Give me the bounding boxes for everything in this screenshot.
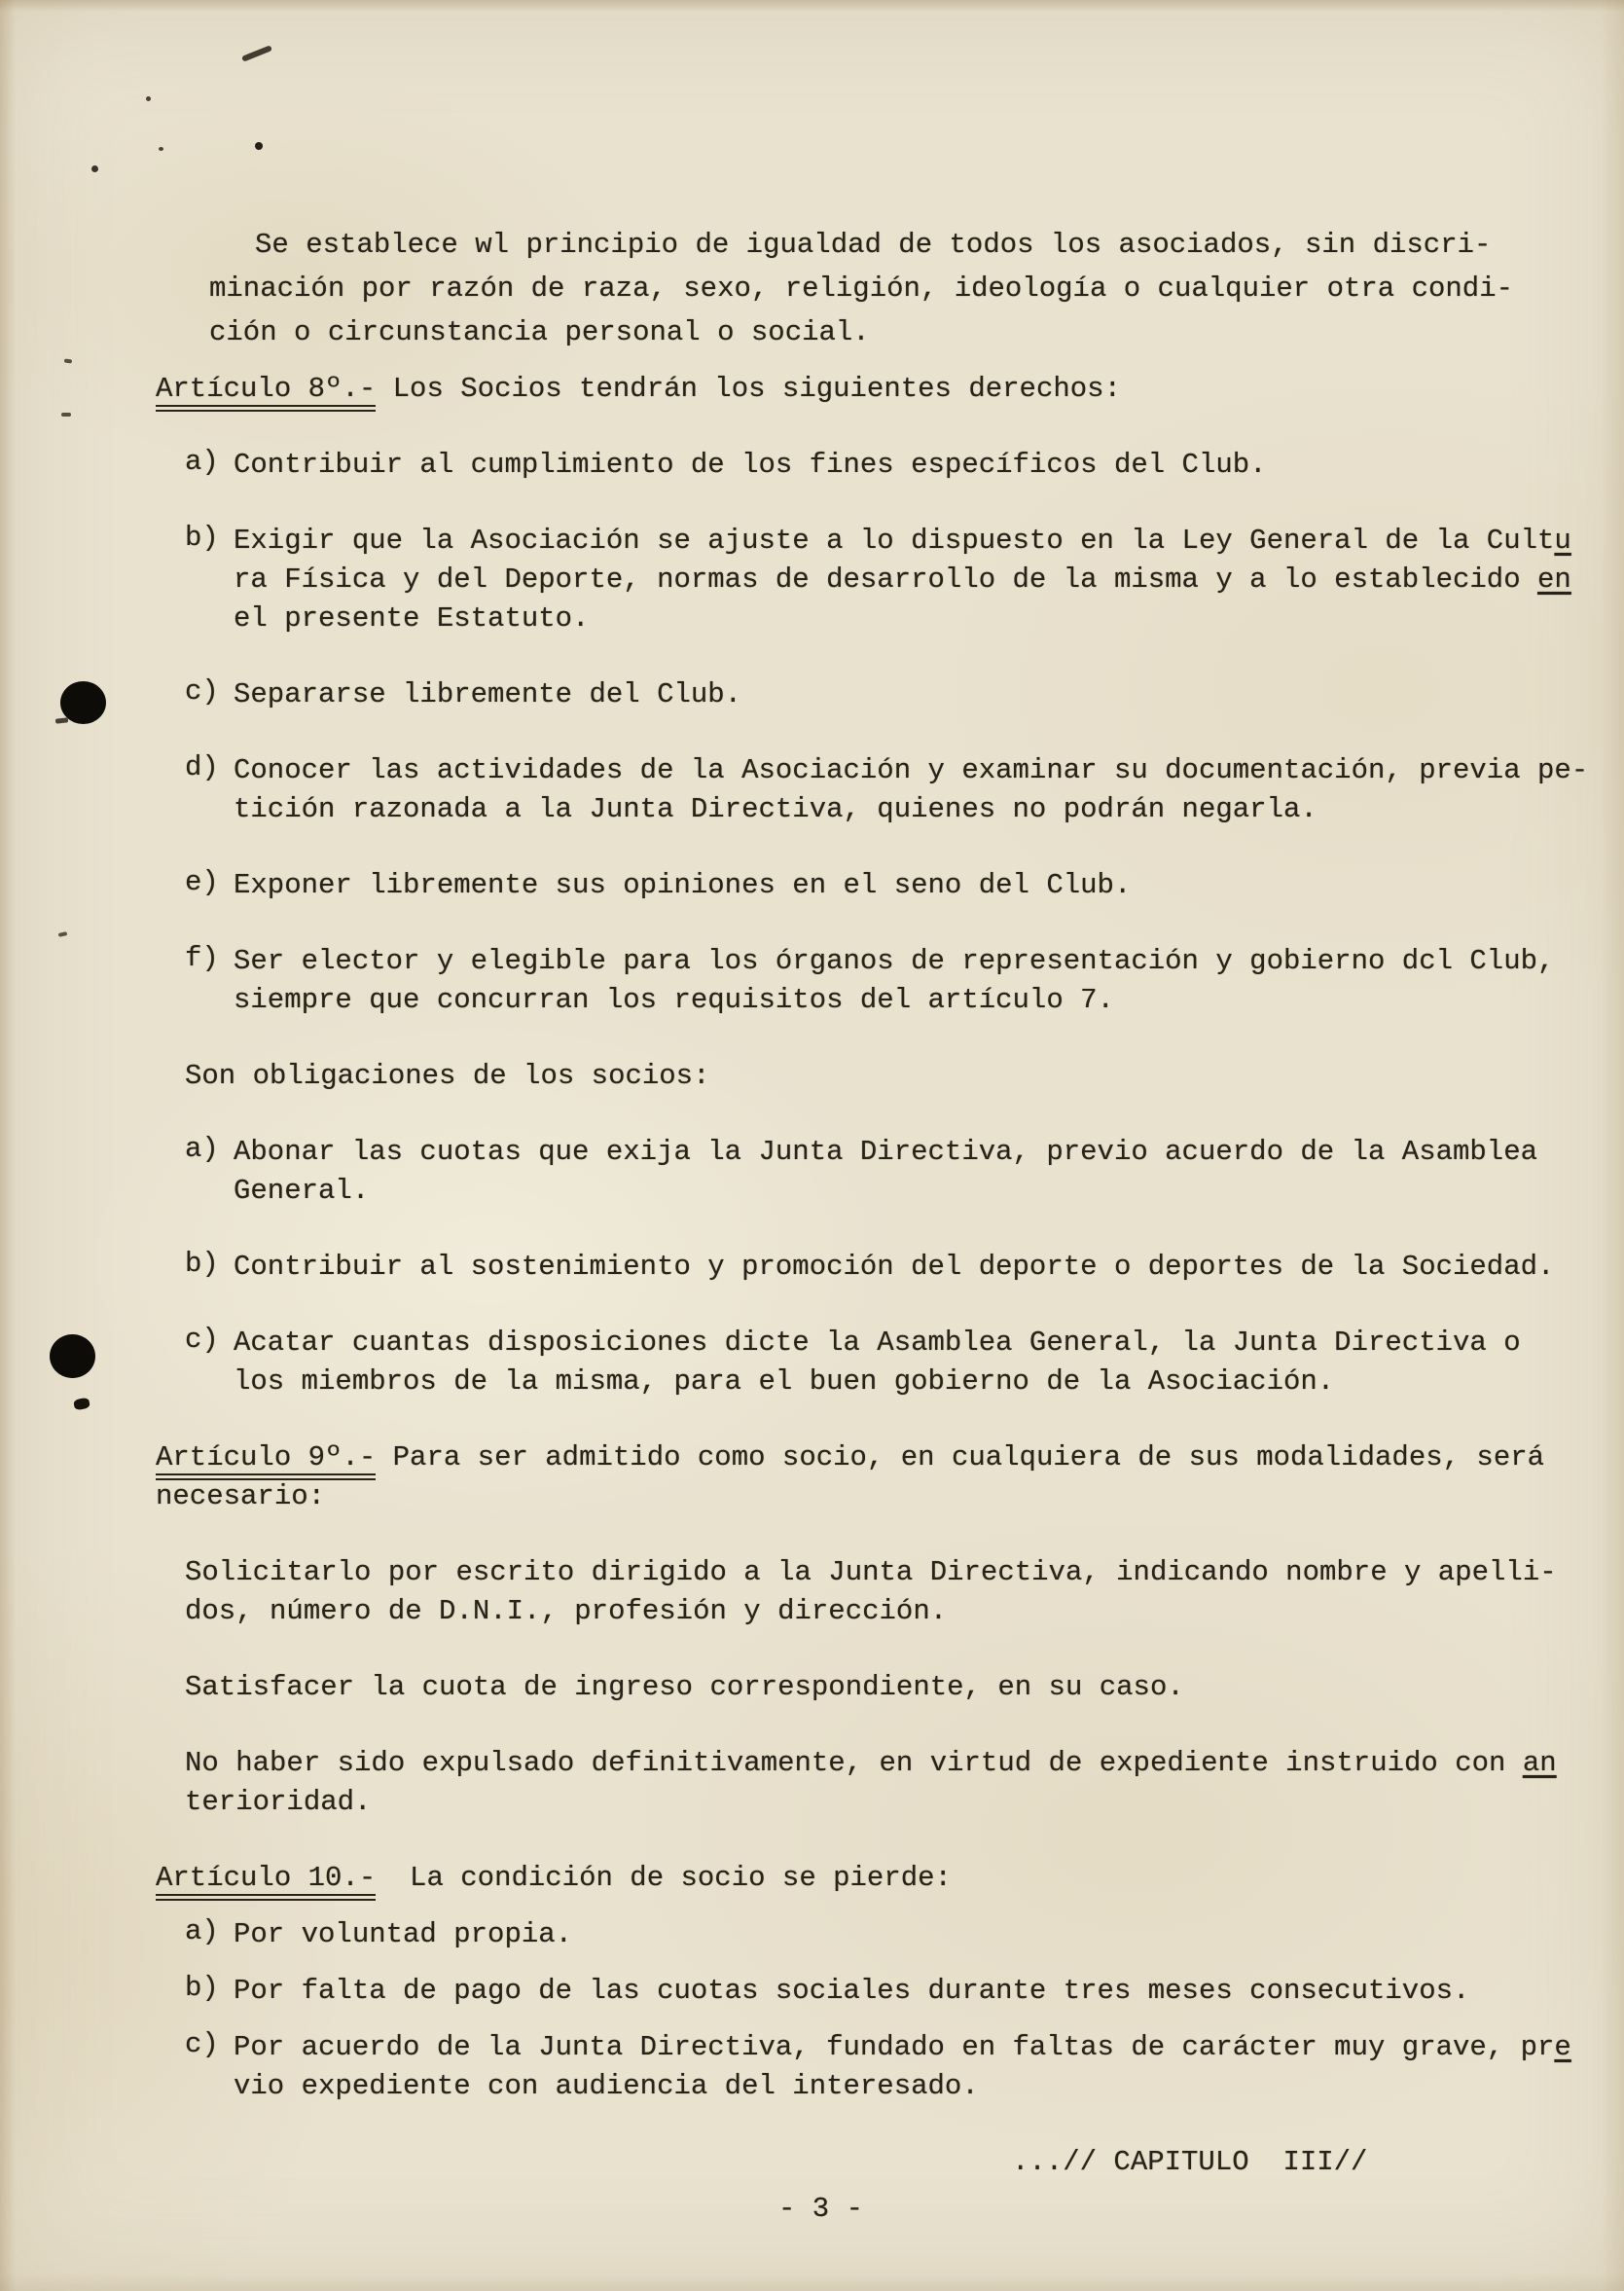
list-item-obligation-b [185, 1248, 1605, 1287]
text-line: tición razonada a la Junta Directiva, quienes no podrán negarla. [234, 793, 1317, 825]
text-line: Contribuir al cumplimiento de los fines específicos del Club. [234, 449, 1267, 481]
margin-dash-icon [58, 931, 68, 937]
text-line: Exigir que la Asociación se ajuste a lo dispuesto en la Ley General de la Cultu [234, 525, 1571, 557]
article-9-paragraph [185, 1553, 1605, 1631]
item-letter: a) [185, 1133, 219, 1165]
article-9-title: Para ser admitido como socio, en cualquiera de sus modalidades, será [376, 1441, 1545, 1473]
text-line: Por acuerdo de la Junta Directiva, fundado en faltas de carácter muy grave, pre [234, 2031, 1571, 2063]
item-letter: b) [185, 1972, 219, 2004]
article-10-number: Artículo 10.- [156, 1862, 376, 1901]
document-content [156, 223, 1605, 2229]
pen-stroke-icon [241, 45, 272, 62]
text-line: siempre que concurran los requisitos del artículo 7. [234, 984, 1114, 1016]
item-letter: e) [185, 866, 219, 898]
paper-speck-icon [91, 165, 98, 172]
text-line [156, 1438, 1605, 1477]
list-item-cause-b [185, 1972, 1605, 2011]
article-9-paragraph [185, 1668, 1605, 1707]
item-letter: f) [185, 942, 219, 974]
item-letter: d) [185, 751, 219, 783]
article-9-number: Artículo 9º.- [156, 1441, 376, 1480]
text-line: Satisfacer la cuota de ingreso correspondiente, en su caso. [185, 1671, 1184, 1703]
text-line: Separarse libremente del Club. [234, 678, 742, 710]
paper-speck-icon [255, 142, 263, 150]
list-item-right-c [185, 675, 1605, 714]
text-line: minación por razón de raza, sexo, religión, ideología o cualquier otra condi- [209, 273, 1514, 305]
item-letter: a) [185, 446, 219, 478]
margin-dash-icon [64, 358, 72, 363]
article-10-title: La condición de socio se pierde: [376, 1862, 952, 1894]
text-line: Se establece wl principio de igualdad de todos los asociados, sin discri- [255, 229, 1492, 261]
intro-paragraph [209, 223, 1605, 354]
list-item-cause-a [185, 1915, 1605, 1954]
text-line: vio expediente con audiencia del interesado. [234, 2070, 979, 2102]
margin-dash-icon [61, 413, 71, 417]
ink-blot-icon [50, 1334, 95, 1378]
text-line: Por voluntad propia. [234, 1918, 573, 1950]
item-letter: c) [185, 2028, 219, 2060]
text-line: necesario: [156, 1480, 326, 1512]
obligations-title: Son obligaciones de los socios: [185, 1060, 710, 1092]
list-item-cause-c [185, 2028, 1605, 2106]
margin-dash-icon [55, 717, 68, 723]
list-item-right-f [185, 942, 1605, 1020]
text-line: Contribuir al sostenimiento y promoción del deporte o deportes de la Sociedad. [234, 1251, 1555, 1283]
text-line: Abonar las cuotas que exija la Junta Directiva, previo acuerdo de la Asamblea [234, 1136, 1538, 1168]
text-line: el presente Estatuto. [234, 602, 590, 635]
list-item-obligation-a [185, 1133, 1605, 1211]
article-8-number: Artículo 8º.- [156, 373, 376, 412]
text-line: General. [234, 1175, 370, 1207]
text-line: No haber sido expulsado definitivamente, en virtud de expediente instruido con an [185, 1747, 1557, 1779]
text-line: Exponer libremente sus opiniones en el seno del Club. [234, 869, 1132, 901]
text-line: Acatar cuantas disposiciones dicte la Asamblea General, la Junta Directiva o [234, 1327, 1521, 1359]
item-letter: c) [185, 1324, 219, 1356]
page-number: - 3 - [778, 2193, 864, 2225]
item-letter: b) [185, 1248, 219, 1280]
text-line: Por falta de pago de las cuotas sociales durante tres meses consecutivos. [234, 1975, 1470, 2007]
paper-speck-icon [159, 147, 163, 151]
article-9-heading [156, 1438, 1605, 1516]
article-9-paragraph [185, 1744, 1605, 1822]
text-line: dos, número de D.N.I., profesión y dirección. [185, 1595, 948, 1627]
text-line: ra Física y del Deporte, normas de desarrollo de la misma y a lo establecido en [234, 564, 1571, 596]
article-8-heading [156, 370, 1605, 409]
list-item-obligation-c [185, 1324, 1605, 1401]
text-line: ción o circunstancia personal o social. [209, 316, 870, 348]
list-item-right-a [185, 446, 1605, 485]
list-item-right-b [185, 522, 1605, 638]
article-10-heading [156, 1859, 1605, 1898]
article-8-title: Los Socios tendrán los siguientes derechos: [376, 373, 1121, 405]
chapter-continuation-note: ...// CAPITULO III// [1012, 2146, 1368, 2178]
text-line: Ser elector y elegible para los órganos de representación y gobierno dcl Club, [234, 945, 1555, 977]
ink-speck-icon [73, 1398, 90, 1411]
item-letter: a) [185, 1915, 219, 1947]
text-line: los miembros de la misma, para el buen gobierno de la Asociación. [234, 1365, 1335, 1398]
item-letter: c) [185, 675, 219, 708]
list-item-right-d [185, 751, 1605, 829]
text-line: Solicitarlo por escrito dirigido a la Junta Directiva, indicando nombre y apelli- [185, 1556, 1557, 1588]
list-item-right-e [185, 866, 1605, 905]
paper-speck-icon [146, 96, 151, 101]
text-line: Conocer las actividades de la Asociación y examinar su documentación, previa pe- [234, 754, 1589, 786]
text-line: terioridad. [185, 1786, 372, 1818]
item-letter: b) [185, 522, 219, 554]
